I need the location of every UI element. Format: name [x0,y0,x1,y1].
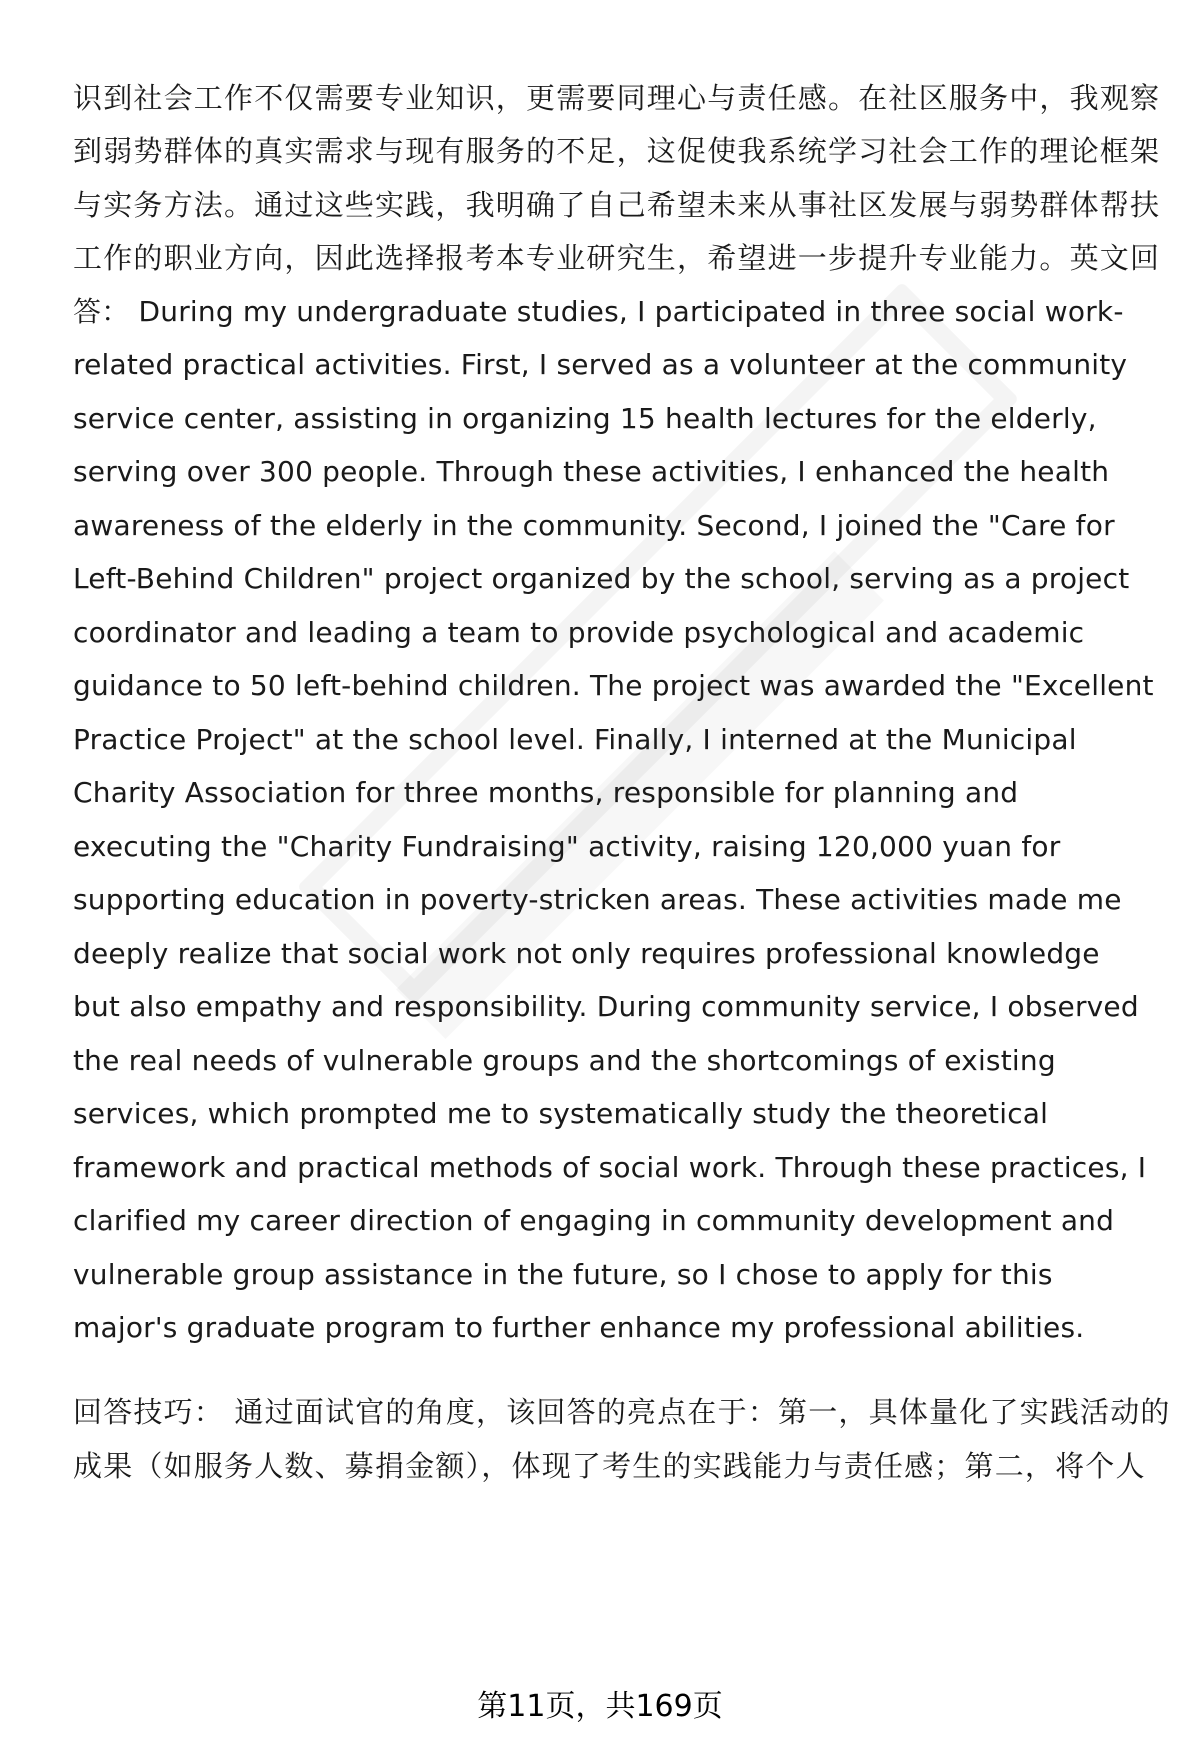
body-line: 答： During my undergraduate studies, I participated in three social work- [73,295,1124,328]
body-line: 工作的职业方向，因此选择报考本专业研究生，希望进一步提升专业能力。英文回 [73,241,1161,275]
body-line: serving over 300 people. Through these activities, I enhanced the health [73,455,1110,488]
body-line: the real needs of vulnerable groups and the shortcomings of existing [73,1044,1056,1077]
body-line: 识到社会工作不仅需要专业知识，更需要同理心与责任感。在社区服务中，我观察 [73,81,1161,115]
answer-tips-line: 成果（如服务人数、募捐金额），体现了考生的实践能力与责任感；第二，将个人 [73,1449,1146,1483]
body-line: clarified my career direction of engaging in community development and [73,1204,1115,1237]
body-line: awareness of the elderly in the community. Second, I joined the "Care for [73,509,1115,542]
body-line: framework and practical methods of social work. Through these practices, I [73,1151,1147,1184]
body-line: related practical activities. First, I served as a volunteer at the community [73,348,1128,381]
body-line: Charity Association for three months, responsible for planning and [73,776,1019,809]
answer-tips-line: 回答技巧： 通过面试官的角度，该回答的亮点在于：第一，具体量化了实践活动的 [73,1395,1171,1429]
body-line: vulnerable group assistance in the future, so I chose to apply for this [73,1258,1053,1291]
body-line: Practice Project" at the school level. Finally, I interned at the Municipal [73,723,1077,756]
body-line: 与实务方法。通过这些实践，我明确了自己希望未来从事社区发展与弱势群体帮扶 [73,188,1161,222]
page-indicator: 第11页，共169页 [477,1689,723,1724]
body-line: deeply realize that social work not only requires professional knowledge [73,937,1100,970]
body-line: executing the "Charity Fundraising" activity, raising 120,000 yuan for [73,830,1061,863]
body-line: Left-Behind Children" project organized by the school, serving as a project [73,562,1130,595]
body-line: service center, assisting in organizing 15 health lectures for the elderly, [73,402,1097,435]
body-line: services, which prompted me to systematically study the theoretical [73,1097,1049,1130]
body-line: guidance to 50 left-behind children. The project was awarded the "Excellent [73,669,1154,702]
body-line: major's graduate program to further enhance my professional abilities. [73,1311,1085,1344]
body-line: but also empathy and responsibility. During community service, I observed [73,990,1139,1023]
body-line: coordinator and leading a team to provide psychological and academic [73,616,1085,649]
body-line: supporting education in poverty-stricken areas. These activities made me [73,883,1122,916]
body-line: 到弱势群体的真实需求与现有服务的不足，这促使我系统学习社会工作的理论框架 [73,134,1161,168]
